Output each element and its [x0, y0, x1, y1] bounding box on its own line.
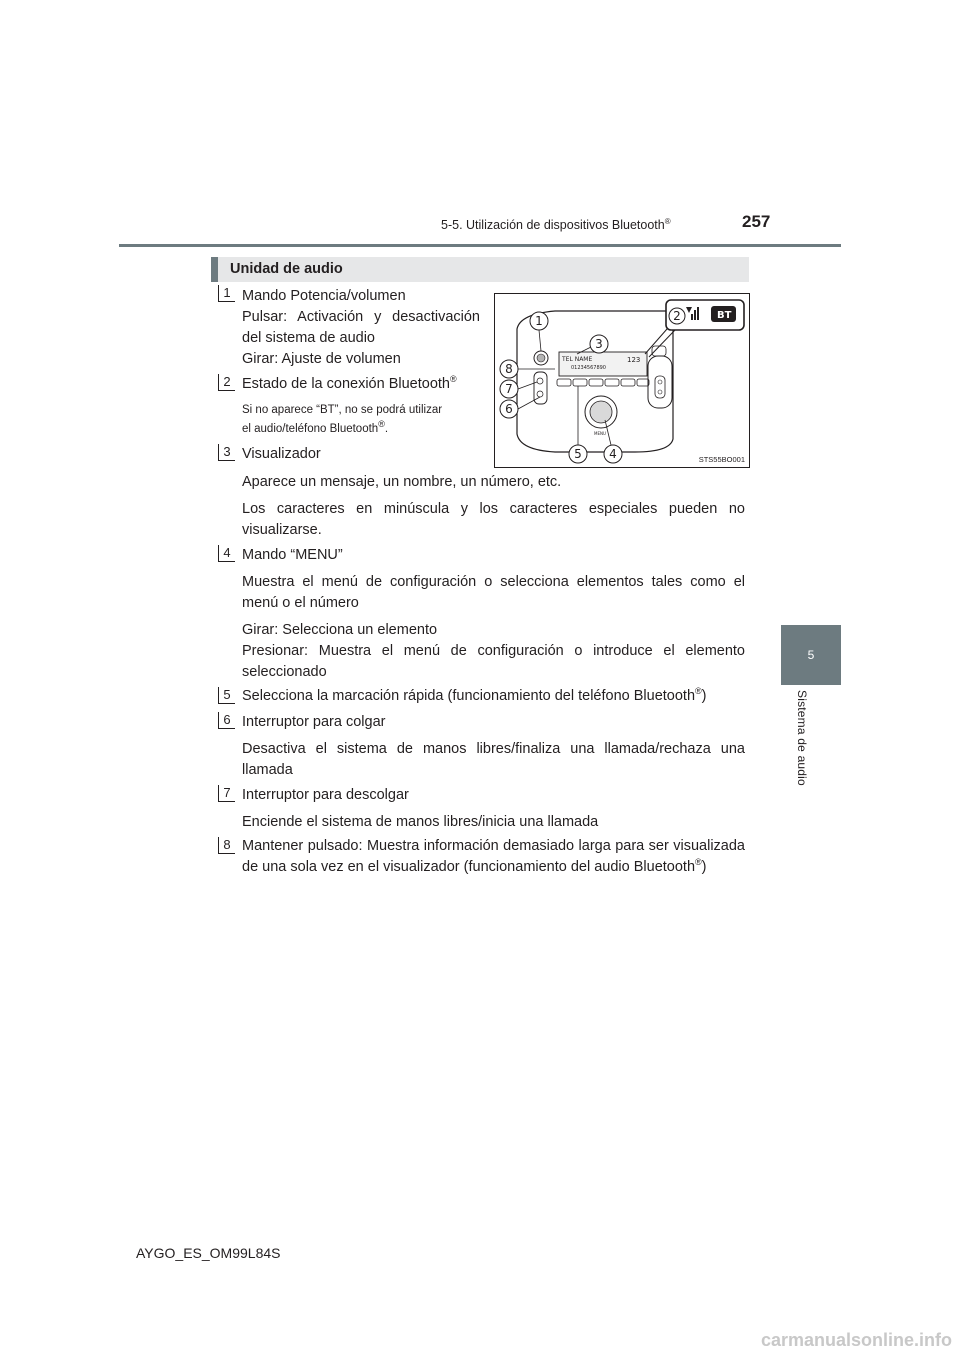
- item-3-para-2: Los caracteres en minúscula y los caracteres especiales pueden no visualizarse.: [242, 501, 745, 538]
- chapter-tab: 5: [781, 625, 841, 685]
- item-7-para-1: Enciende el sistema de manos libres/inicia una llamada: [242, 814, 599, 830]
- item-4-para-1: Muestra el menú de configuración o selecciona elementos tales como el menú o el número: [242, 574, 745, 611]
- item-7: [242, 785, 745, 833]
- item-1-line-3: del sistema de audio: [242, 330, 375, 346]
- callout-8: 8: [505, 362, 513, 376]
- callout-3: 3: [595, 337, 603, 351]
- section-header: 5-5. Utilización de dispositivos Bluetooth®: [441, 216, 671, 232]
- section-title-bar: [211, 257, 749, 282]
- item-1-line-2: Pulsar: Activación y desactivación: [242, 309, 480, 325]
- item-number-1: 1: [218, 285, 235, 302]
- screen-line1: TEL NAME: [562, 356, 593, 363]
- item-4-title: Mando “MENU”: [242, 547, 343, 563]
- section-title: Unidad de audio: [230, 261, 343, 277]
- callout-1: 1: [535, 314, 543, 328]
- item-4: [242, 545, 745, 683]
- item-8-text: Mantener pulsado: Muestra información demasiado larga para ser visualizada de una sola vez en el visualizador (funcionamiento del audio Bluetooth: [242, 838, 745, 875]
- item-number-2: 2: [218, 374, 235, 391]
- menu-label: MENU: [594, 431, 606, 436]
- item-4-para-3: Presionar: Muestra el menú de configuración o introduce el elemento seleccionado: [242, 643, 745, 680]
- item-number-5: 5: [218, 687, 235, 704]
- item-6-para-1: Desactiva el sistema de manos libres/finaliza una llamada/rechaza una llamada: [242, 741, 745, 778]
- item-number-4: 4: [218, 545, 235, 562]
- screen-right: 123: [627, 356, 641, 364]
- callout-4: 4: [609, 447, 617, 461]
- item-2-note-line-1: Si no aparece “BT”, no se podrá utilizar: [242, 404, 443, 416]
- item-6-title: Interruptor para colgar: [242, 714, 386, 730]
- item-8-sup: ®: [695, 857, 702, 868]
- item-2: [242, 374, 482, 439]
- item-3: [242, 444, 745, 541]
- figure-code: STS55BO001: [698, 455, 745, 464]
- screen-line2: 01234567890: [571, 365, 606, 371]
- item-number-7: 7: [218, 785, 235, 802]
- document-code: AYGO_ES_OM99L84S: [136, 1245, 281, 1261]
- item-5: [242, 686, 745, 707]
- item-1-line-4: Girar: Ajuste de volumen: [242, 351, 401, 367]
- callout-7: 7: [505, 382, 513, 396]
- item-number-8: 8: [218, 837, 235, 854]
- item-8-end: ): [701, 859, 707, 875]
- callout-5: 5: [574, 447, 582, 461]
- page-number: 257: [742, 212, 771, 231]
- item-6: [242, 712, 745, 781]
- item-8: [242, 836, 745, 878]
- item-2-title: Estado de la conexión Bluetooth®: [242, 374, 457, 392]
- watermark: carmanualsonline.info: [760, 1330, 952, 1350]
- header-rule: [119, 244, 841, 247]
- item-number-6: 6: [218, 712, 235, 729]
- item-2-note-line-2: el audio/teléfono Bluetooth®.: [242, 419, 389, 435]
- item-7-title: Interruptor para descolgar: [242, 787, 409, 803]
- callout-2: 2: [673, 309, 681, 323]
- item-5-title: Selecciona la marcación rápida (funcionamiento del teléfono Bluetooth®): [242, 686, 707, 704]
- item-number-3: 3: [218, 444, 235, 461]
- audio-unit-figure: [494, 293, 750, 468]
- item-3-para-1: Aparece un mensaje, un nombre, un número, etc.: [242, 474, 562, 490]
- item-1-line-1: Mando Potencia/volumen: [242, 288, 406, 304]
- item-1: [242, 286, 480, 370]
- bt-label: BT: [717, 310, 732, 321]
- callout-6: 6: [505, 402, 513, 416]
- item-4-para-2: Girar: Selecciona un elemento: [242, 622, 438, 638]
- item-3-title: Visualizador: [242, 446, 321, 462]
- audio-unit-illustration: [495, 294, 749, 467]
- chapter-label: Sistema de audio: [795, 690, 809, 786]
